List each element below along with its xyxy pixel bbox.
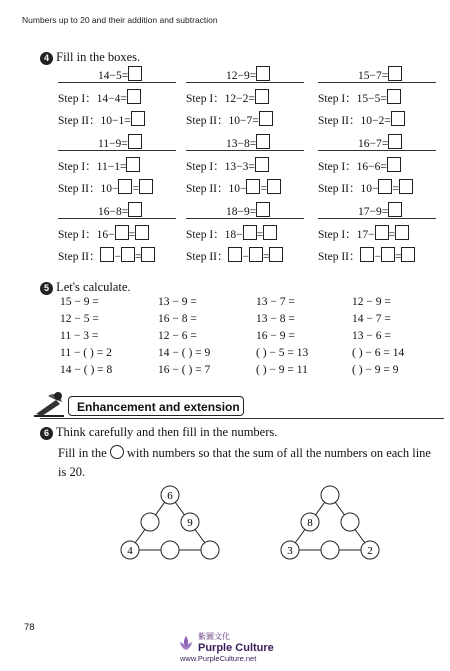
- page-number: 78: [24, 622, 35, 633]
- answer-box[interactable]: [118, 179, 132, 194]
- problem-underline: [318, 150, 436, 151]
- calculation-item: 13 − 8 =: [256, 313, 295, 325]
- triangle-2-bottom-right-value: 2: [367, 545, 373, 557]
- answer-box[interactable]: [387, 157, 401, 172]
- step-one: Step I：14−4=: [58, 89, 141, 106]
- step-two: Step II： − =: [186, 247, 283, 264]
- answer-box[interactable]: [360, 247, 374, 262]
- step-one: Step I：16−6=: [318, 157, 401, 174]
- answer-box[interactable]: [141, 247, 155, 262]
- answer-box[interactable]: [375, 225, 389, 240]
- publisher-logo: [178, 631, 274, 663]
- problem-underline: [58, 82, 176, 83]
- triangle-1-bottom-left-value: 4: [127, 545, 133, 557]
- step-two: Step II：10− =: [318, 179, 413, 196]
- triangle-puzzle-2: [275, 480, 385, 565]
- answer-box[interactable]: [255, 157, 269, 172]
- answer-box[interactable]: [228, 247, 242, 262]
- problem-underline: [318, 218, 436, 219]
- problem-underline: [186, 218, 304, 219]
- logo-chinese-text: 紫圖文化: [198, 632, 230, 641]
- step-two: Step II：10−7=: [186, 111, 273, 128]
- answer-box[interactable]: [115, 225, 129, 240]
- step-two: Step II：10−2=: [318, 111, 405, 128]
- triangle-1-right-mid-value: 9: [187, 517, 193, 529]
- triangle-2-bottom-mid-circle[interactable]: [321, 541, 339, 559]
- question-6-line-2: Fill in the with numbers so that the sum of all the numbers on each line: [58, 446, 431, 460]
- calculation-item: 16 − 9 =: [256, 330, 295, 342]
- problem-equation: 15−7=: [358, 66, 402, 82]
- calculation-item: 12 − 5 =: [60, 313, 99, 325]
- calculation-item: 11 − 3 =: [60, 330, 99, 342]
- running-header: Numbers up to 20 and their addition and subtraction: [22, 15, 218, 25]
- triangle-2-top-circle[interactable]: [321, 486, 339, 504]
- answer-box[interactable]: [255, 89, 269, 104]
- question-number-badge: 5: [40, 282, 53, 295]
- answer-box[interactable]: [131, 111, 145, 126]
- triangle-2-left-mid-value: 8: [307, 517, 313, 529]
- calculation-item: 15 − 9 =: [60, 296, 99, 308]
- question-4-instruction: Fill in the boxes.: [56, 50, 141, 64]
- section-banner: [68, 396, 244, 416]
- problem-equation: 12−9=: [226, 66, 270, 82]
- calculation-item: 13 − 9 =: [158, 296, 197, 308]
- problem-underline: [58, 218, 176, 219]
- answer-box[interactable]: [388, 66, 402, 81]
- calculation-item: 13 − 6 =: [352, 330, 391, 342]
- step-two: Step II：10−1=: [58, 111, 145, 128]
- calculation-item: 12 − 6 =: [158, 330, 197, 342]
- writing-hand-icon: [34, 390, 66, 418]
- step-one: Step I：18− =: [186, 225, 277, 242]
- question-number-badge: 6: [40, 427, 53, 440]
- triangle-puzzle-1: [115, 480, 225, 565]
- calculation-item: 12 − 9 =: [352, 296, 391, 308]
- step-two: Step II： − =: [318, 247, 415, 264]
- problem-equation: 17−9=: [358, 202, 402, 218]
- triangle-1-top-value: 6: [167, 490, 173, 502]
- calculation-item: 14 − ( ) = 9: [158, 347, 211, 359]
- problem-underline: [318, 82, 436, 83]
- calculation-item: 16 − ( ) = 7: [158, 364, 211, 376]
- calculation-item: 11 − ( ) = 2: [60, 347, 112, 359]
- step-one: Step I：15−5=: [318, 89, 401, 106]
- step-two: Step II： − =: [58, 247, 155, 264]
- answer-box[interactable]: [246, 179, 260, 194]
- answer-box[interactable]: [259, 111, 273, 126]
- answer-box[interactable]: [139, 179, 153, 194]
- step-two: Step II：10− =: [58, 179, 153, 196]
- problem-equation: 11−9=: [98, 134, 142, 150]
- section-divider: [40, 418, 444, 419]
- triangle-2-bottom-left-value: 3: [287, 545, 293, 557]
- step-one: Step I：17− =: [318, 225, 409, 242]
- step-one: Step I：16− =: [58, 225, 149, 242]
- step-one: Step I：12−2=: [186, 89, 269, 106]
- calculation-item: 14 − 7 =: [352, 313, 391, 325]
- answer-box[interactable]: [127, 89, 141, 104]
- answer-box[interactable]: [399, 179, 413, 194]
- problem-equation: 18−9=: [226, 202, 270, 218]
- answer-box[interactable]: [128, 66, 142, 81]
- answer-box[interactable]: [256, 202, 270, 217]
- question-4-heading: [40, 50, 140, 65]
- calculation-item: 16 − 8 =: [158, 313, 197, 325]
- answer-box[interactable]: [256, 66, 270, 81]
- question-6-line-3: is 20.: [58, 465, 86, 479]
- answer-box[interactable]: [378, 179, 392, 194]
- problem-equation: 14−5=: [98, 66, 142, 82]
- step-two: Step II：10− =: [186, 179, 281, 196]
- section-title: Enhancement and extension: [77, 400, 240, 414]
- question-5-instruction: Let's calculate.: [56, 280, 131, 294]
- answer-box[interactable]: [126, 157, 140, 172]
- circle-icon: [110, 445, 124, 459]
- answer-box[interactable]: [388, 202, 402, 217]
- problem-equation: 13−8=: [226, 134, 270, 150]
- calculation-item: ( ) − 9 = 9: [352, 364, 399, 376]
- answer-box[interactable]: [267, 179, 281, 194]
- answer-box[interactable]: [100, 247, 114, 262]
- answer-box[interactable]: [249, 247, 263, 262]
- answer-box[interactable]: [381, 247, 395, 262]
- step-one: Step I：11−1=: [58, 157, 140, 174]
- answer-box[interactable]: [121, 247, 135, 262]
- triangle-1-left-mid-circle[interactable]: [141, 513, 159, 531]
- calculation-item: ( ) − 9 = 11: [256, 364, 308, 376]
- question-5-heading: [40, 280, 131, 295]
- step-one: Step I：13−3=: [186, 157, 269, 174]
- answer-box[interactable]: [388, 134, 402, 149]
- answer-box[interactable]: [269, 247, 283, 262]
- calculation-item: ( ) − 5 = 13: [256, 347, 309, 359]
- problem-equation: 16−8=: [98, 202, 142, 218]
- calculation-item: ( ) − 6 = 14: [352, 347, 405, 359]
- problem-underline: [186, 150, 304, 151]
- problem-underline: [186, 82, 304, 83]
- calculation-item: 14 − ( ) = 8: [60, 364, 113, 376]
- question-number-badge: 4: [40, 52, 53, 65]
- answer-box[interactable]: [263, 225, 277, 240]
- answer-box[interactable]: [243, 225, 257, 240]
- logo-url: www.PurpleCulture.net: [180, 654, 257, 663]
- logo-english-text: Purple Culture: [198, 642, 274, 654]
- answer-box[interactable]: [387, 89, 401, 104]
- question-6-heading: [40, 425, 277, 440]
- calculation-item: 13 − 7 =: [256, 296, 295, 308]
- answer-box[interactable]: [128, 134, 142, 149]
- triangle-2-right-mid-circle[interactable]: [341, 513, 359, 531]
- answer-box[interactable]: [391, 111, 405, 126]
- lotus-logo-icon: [178, 634, 194, 652]
- triangle-1-bottom-mid-circle[interactable]: [161, 541, 179, 559]
- problem-underline: [58, 150, 176, 151]
- problem-equation: 16−7=: [358, 134, 402, 150]
- question-6-line-1: Think carefully and then fill in the numbers.: [55, 425, 278, 439]
- triangle-1-bottom-right-circle[interactable]: [201, 541, 219, 559]
- answer-box[interactable]: [256, 134, 270, 149]
- answer-box[interactable]: [395, 225, 409, 240]
- answer-box[interactable]: [401, 247, 415, 262]
- answer-box[interactable]: [135, 225, 149, 240]
- answer-box[interactable]: [128, 202, 142, 217]
